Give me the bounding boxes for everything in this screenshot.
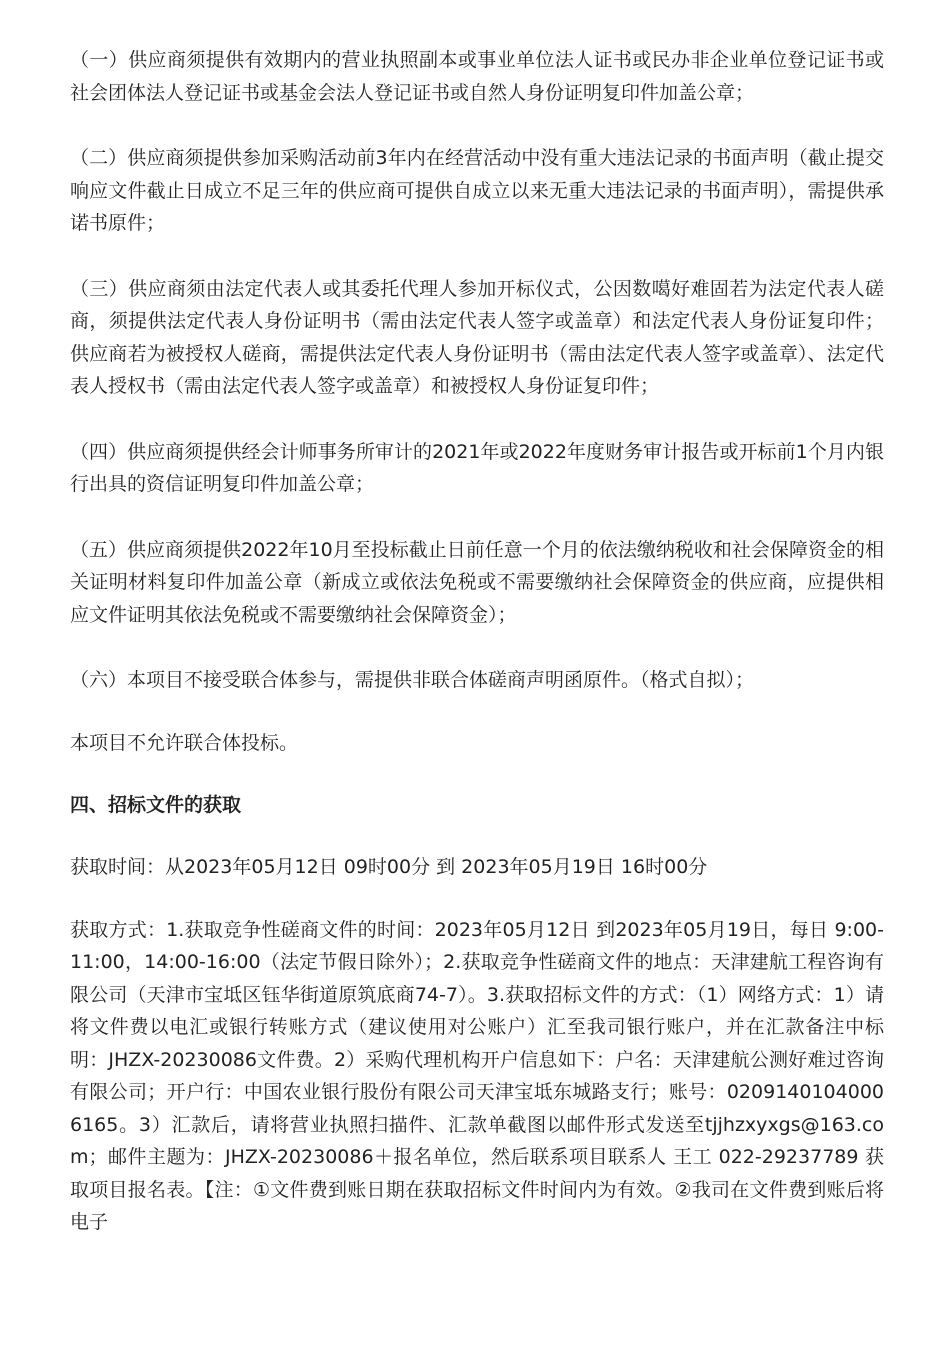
requirement-4: （四）供应商须提供经会计师事务所审计的2021年或2022年度财务审计报告或开标前1个月内银行出具的资信证明复印件加盖公章；: [70, 440, 884, 495]
document-page: [70, 44, 884, 1239]
requirement-1: （一）供应商须提供有效期内的营业执照副本或事业单位法人证书或民办非企业单位登记证书或社会团体法人登记证书或基金会法人登记证书或自然人身份证明复印件加盖公章；: [70, 49, 884, 104]
requirement-2: （二）供应商须提供参加采购活动前3年内在经营活动中没有重大违法记录的书面声明（截止提交响应文件截止日成立不足三年的供应商可提供自成立以来无重大违法记录的书面声明），需提供承诺书原件；: [70, 147, 884, 234]
requirement-5: （五）供应商须提供2022年10月至投标截止日前任意一个月的依法缴纳税收和社会保障资金的相关证明材料复印件加盖公章（新成立或依法免税或不需要缴纳社会保障资金的供应商，应提供相应文件证明其依法免税或不需要缴纳社会保障资金）；: [70, 538, 884, 626]
consortium-note: 本项目不允许联合体投标。: [70, 731, 299, 754]
requirement-6: （六）本项目不接受联合体参与，需提供非联合体磋商声明函原件。（格式自拟）；: [70, 669, 755, 691]
section-heading: 四、招标文件的获取: [70, 794, 242, 816]
acquisition-time: 获取时间：从2023年05月12日 09时00分 到 2023年05月19日 16时00分: [70, 856, 708, 878]
requirement-3: （三）供应商须由法定代表人或其委托代理人参加开标仪式，公因数噶好难固若为法定代表人磋商，须提供法定代表人身份证明书（需由法定代表人签字或盖章）和法定代表人身份证复印件；供应商若为被授权人磋商，需提供法定代表人身份证明书（需由法定代表人签字或盖章）、法定代表人授权书（需由法定代表人签字或盖章）和被授权人身份证复印件；: [70, 277, 884, 397]
acquisition-method: 获取方式：1.获取竞争性磋商文件的时间：2023年05月12日 到2023年05月19日，每日 9:00-11:00，14:00-16:00（法定节假日除外）；2.获取竞争性磋商文件的地点：天津建航工程咨询有限公司（天津市宝坻区钰华街道原筑底商74-7）。3.获取招标文件的方式：（1）网络方式：1）请将文件费以电汇或银行转账方式（建议使用对公账户）汇至我司银行账户，并在汇款备注中标明：JHZX-20230086文件费。2）采购代理机构开户信息如下：户名：天津建航公测好难过咨询有限公司；开户行：中国农业银行股份有限公司天津宝坻东城路支行；账号：02091401040006165。3）汇款后，请将营业执照扫描件、汇款单截图以邮件形式发送至tjjhzxyxgs@163.com；邮件主题为：JHZX-20230086＋报名单位，然后联系项目联系人 王工 022-29237789 获取项目报名表。【注：①文件费到账日期在获取招标文件时间内为有效。②我司在文件费到账后将电子: [70, 918, 884, 1233]
